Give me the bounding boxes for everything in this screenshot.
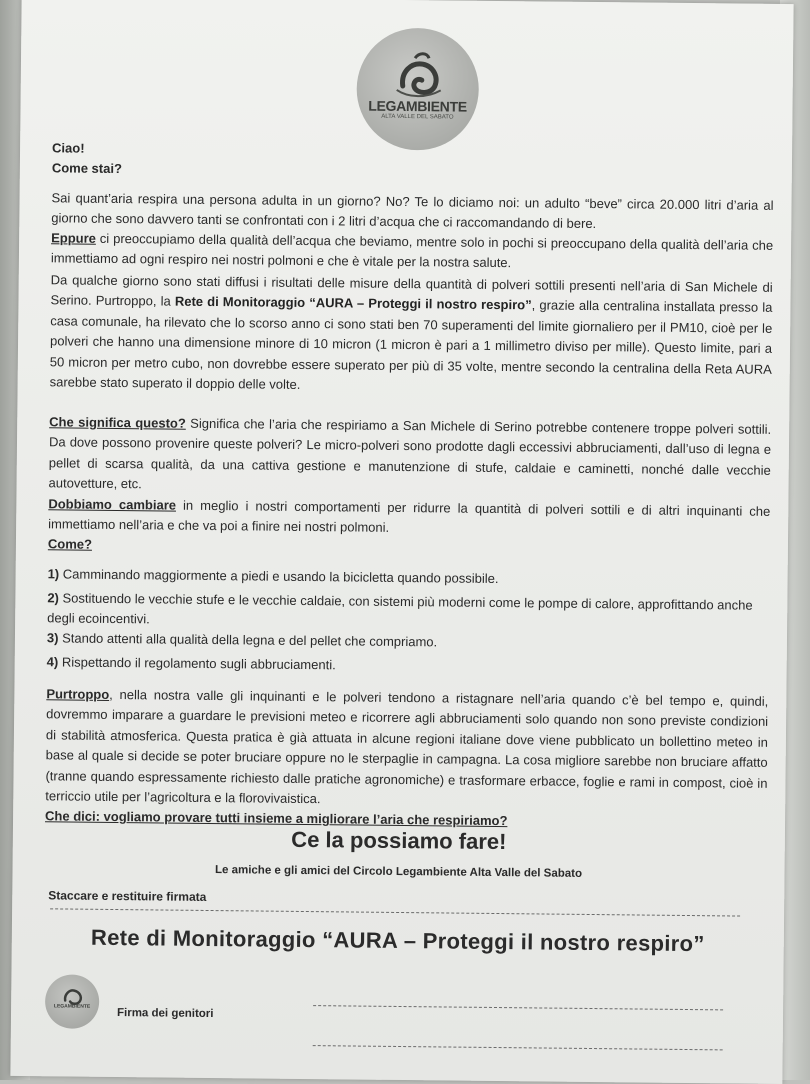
list-text: Stando attenti alla qualità della legna e del pellet che compriamo. bbox=[58, 630, 438, 650]
list-item bbox=[47, 652, 769, 680]
paragraph-text: Sai quant’aria respira una persona adulta in un giorno? No? Te lo diciamo noi: un adulto “beve” circa 20.000 litri d’aria al giorno che sono davvero tanti se confrontati con i 2 litri d’acqua che ci raccomandando di bere. bbox=[51, 190, 774, 232]
closing-question: Che dici: vogliamo provare tutti insieme a migliorare l’aria che respiriamo? bbox=[45, 808, 508, 829]
legambiente-logo bbox=[356, 28, 479, 151]
paragraph-text: Significa che l’aria che respiriamo a San Michele di Serino potrebbe contenere troppe polveri sottili. Da dove possono provenire queste polveri? Le micro-polveri sono prodotte dagli eccessivi abbruciamenti, dall’uso di legna e pellet di scarsa qualità, da una cattiva gestione e manutenzione di stufe, caldaie e caminetti, nonché dalle vecchie autovetture, etc. bbox=[48, 415, 772, 492]
paragraph-meaning bbox=[48, 412, 771, 501]
form-title: Rete di Monitoraggio “AURA – Proteggi il nostro respiro” bbox=[90, 924, 705, 957]
paragraph-text: ci preoccupiamo della qualità dell’acqua che beviamo, mentre solo in pochi si preoccupano della qualità dell’aria che immettiamo ad ogni respiro nei nostri polmoni e che è vitale per la nostra salute. bbox=[50, 230, 774, 271]
come-label: Come? bbox=[47, 536, 93, 552]
logo-subtitle: ALTA VALLE DEL SABATO bbox=[381, 113, 454, 121]
swan-logo-icon bbox=[356, 28, 479, 151]
lead-eppure: Eppure bbox=[51, 230, 97, 246]
paper-sheet bbox=[10, 0, 793, 1084]
greeting-how-are-you: Come stai? bbox=[51, 160, 123, 177]
document-content bbox=[38, 0, 778, 1021]
list-number: 3) bbox=[46, 630, 59, 646]
lead-che-significa: Che significa questo? bbox=[49, 414, 186, 431]
paragraph-text: Da qualche giorno sono stati diffusi i risultati delle misure della quantità di polveri sottili presenti nell’aria di San Michele di Serino. Purtroppo, la bbox=[50, 272, 773, 310]
list-number: 2) bbox=[47, 590, 60, 606]
list-number: 4) bbox=[46, 654, 59, 670]
paragraph-water-vs-air bbox=[51, 228, 773, 276]
greeting-hello: Ciao! bbox=[52, 140, 85, 156]
lead-dobbiamo-cambiare: Dobbiamo cambiare bbox=[48, 496, 177, 513]
lead-purtroppo: Purtroppo bbox=[46, 686, 110, 702]
paragraph-text: , nella nostra valle gli inquinanti e le polveri tendono a ristagnare nell’aria quando c’è bel tempo e, quindi, dovremmo imparare a guardare le previsioni meteo e ricorrere agli abbruciamenti solo quando non sono previste condizioni di stabilità atmosferica. Questa pratica è già attuata in alcune regioni italiane dove viene pubblicato un bollettino meteo in base al quale si decide se poter bruciare oppure no le sterpaglie in campagna. La cosa migliore sarebbe non bruciare affatto (tranne quando espressamente richiesto dalle pratiche agronomiche) e trasformare erbacce, foglie e rami in compost, cioè in terriccio utile per l’agricoltura e la florovivaistica. bbox=[45, 686, 769, 807]
network-name: Rete di Monitoraggio “AURA – Proteggi il nostro respiro” bbox=[174, 294, 532, 313]
list-text: Sostituendo le vecchie stufe e le vecchie caldaie, con sistemi più moderni come le pompe di calore, approfittando anche degli ecoincentivi. bbox=[47, 590, 753, 627]
parents-signature-label: Firma dei genitori bbox=[116, 1007, 214, 1021]
list-text: Rispettando il regolamento sugli abbruciamenti. bbox=[58, 654, 336, 673]
signature-line: Le amiche e gli amici del Circolo Legambiente Alta Valle del Sabato bbox=[214, 864, 583, 880]
signature-field-line[interactable] bbox=[313, 1005, 723, 1010]
swan-logo-icon bbox=[45, 974, 100, 1029]
legambiente-logo-small: LEGAMBIENTE bbox=[45, 974, 100, 1029]
paragraph-weather-advice bbox=[45, 684, 768, 814]
paragraph-text: , grazie alla centralina installata presso la casa comunale, ha rilevato che lo scorso anno ci sono stati ben 70 superamenti del limite giornaliero per il PM10, cioè per le polveri che hanno una dimensione minore di 10 micron (1 micron è pari a 1 millimetro diviso per mille). Questo limite, pari a 50 micron per metro cubo, non dovrebbe essere superato per più di 35 volte, mentre secondo la centralina della Reta AURA sarebbe stato superato il doppio delle volte. bbox=[49, 297, 773, 392]
signature-field-line[interactable] bbox=[313, 1045, 723, 1050]
list-item bbox=[48, 564, 770, 592]
list-text: Camminando maggiormente a piedi e usando la bicicletta quando possibile. bbox=[59, 566, 499, 587]
paragraph-text: in meglio i nostri comportamenti per ridurre la quantità di polveri sottili e di altri inquinanti che immettiamo nell’aria e che va poi a finire nei nostri polmoni. bbox=[48, 497, 771, 536]
slogan: Ce la possiamo fare! bbox=[291, 826, 507, 855]
cut-line bbox=[50, 908, 740, 916]
list-number: 1) bbox=[47, 566, 60, 582]
paragraph-monitoring-results bbox=[50, 270, 773, 400]
logo-name: LEGAMBIENTE bbox=[368, 97, 467, 115]
detach-instruction: Staccare e restituire firmata bbox=[48, 888, 207, 904]
